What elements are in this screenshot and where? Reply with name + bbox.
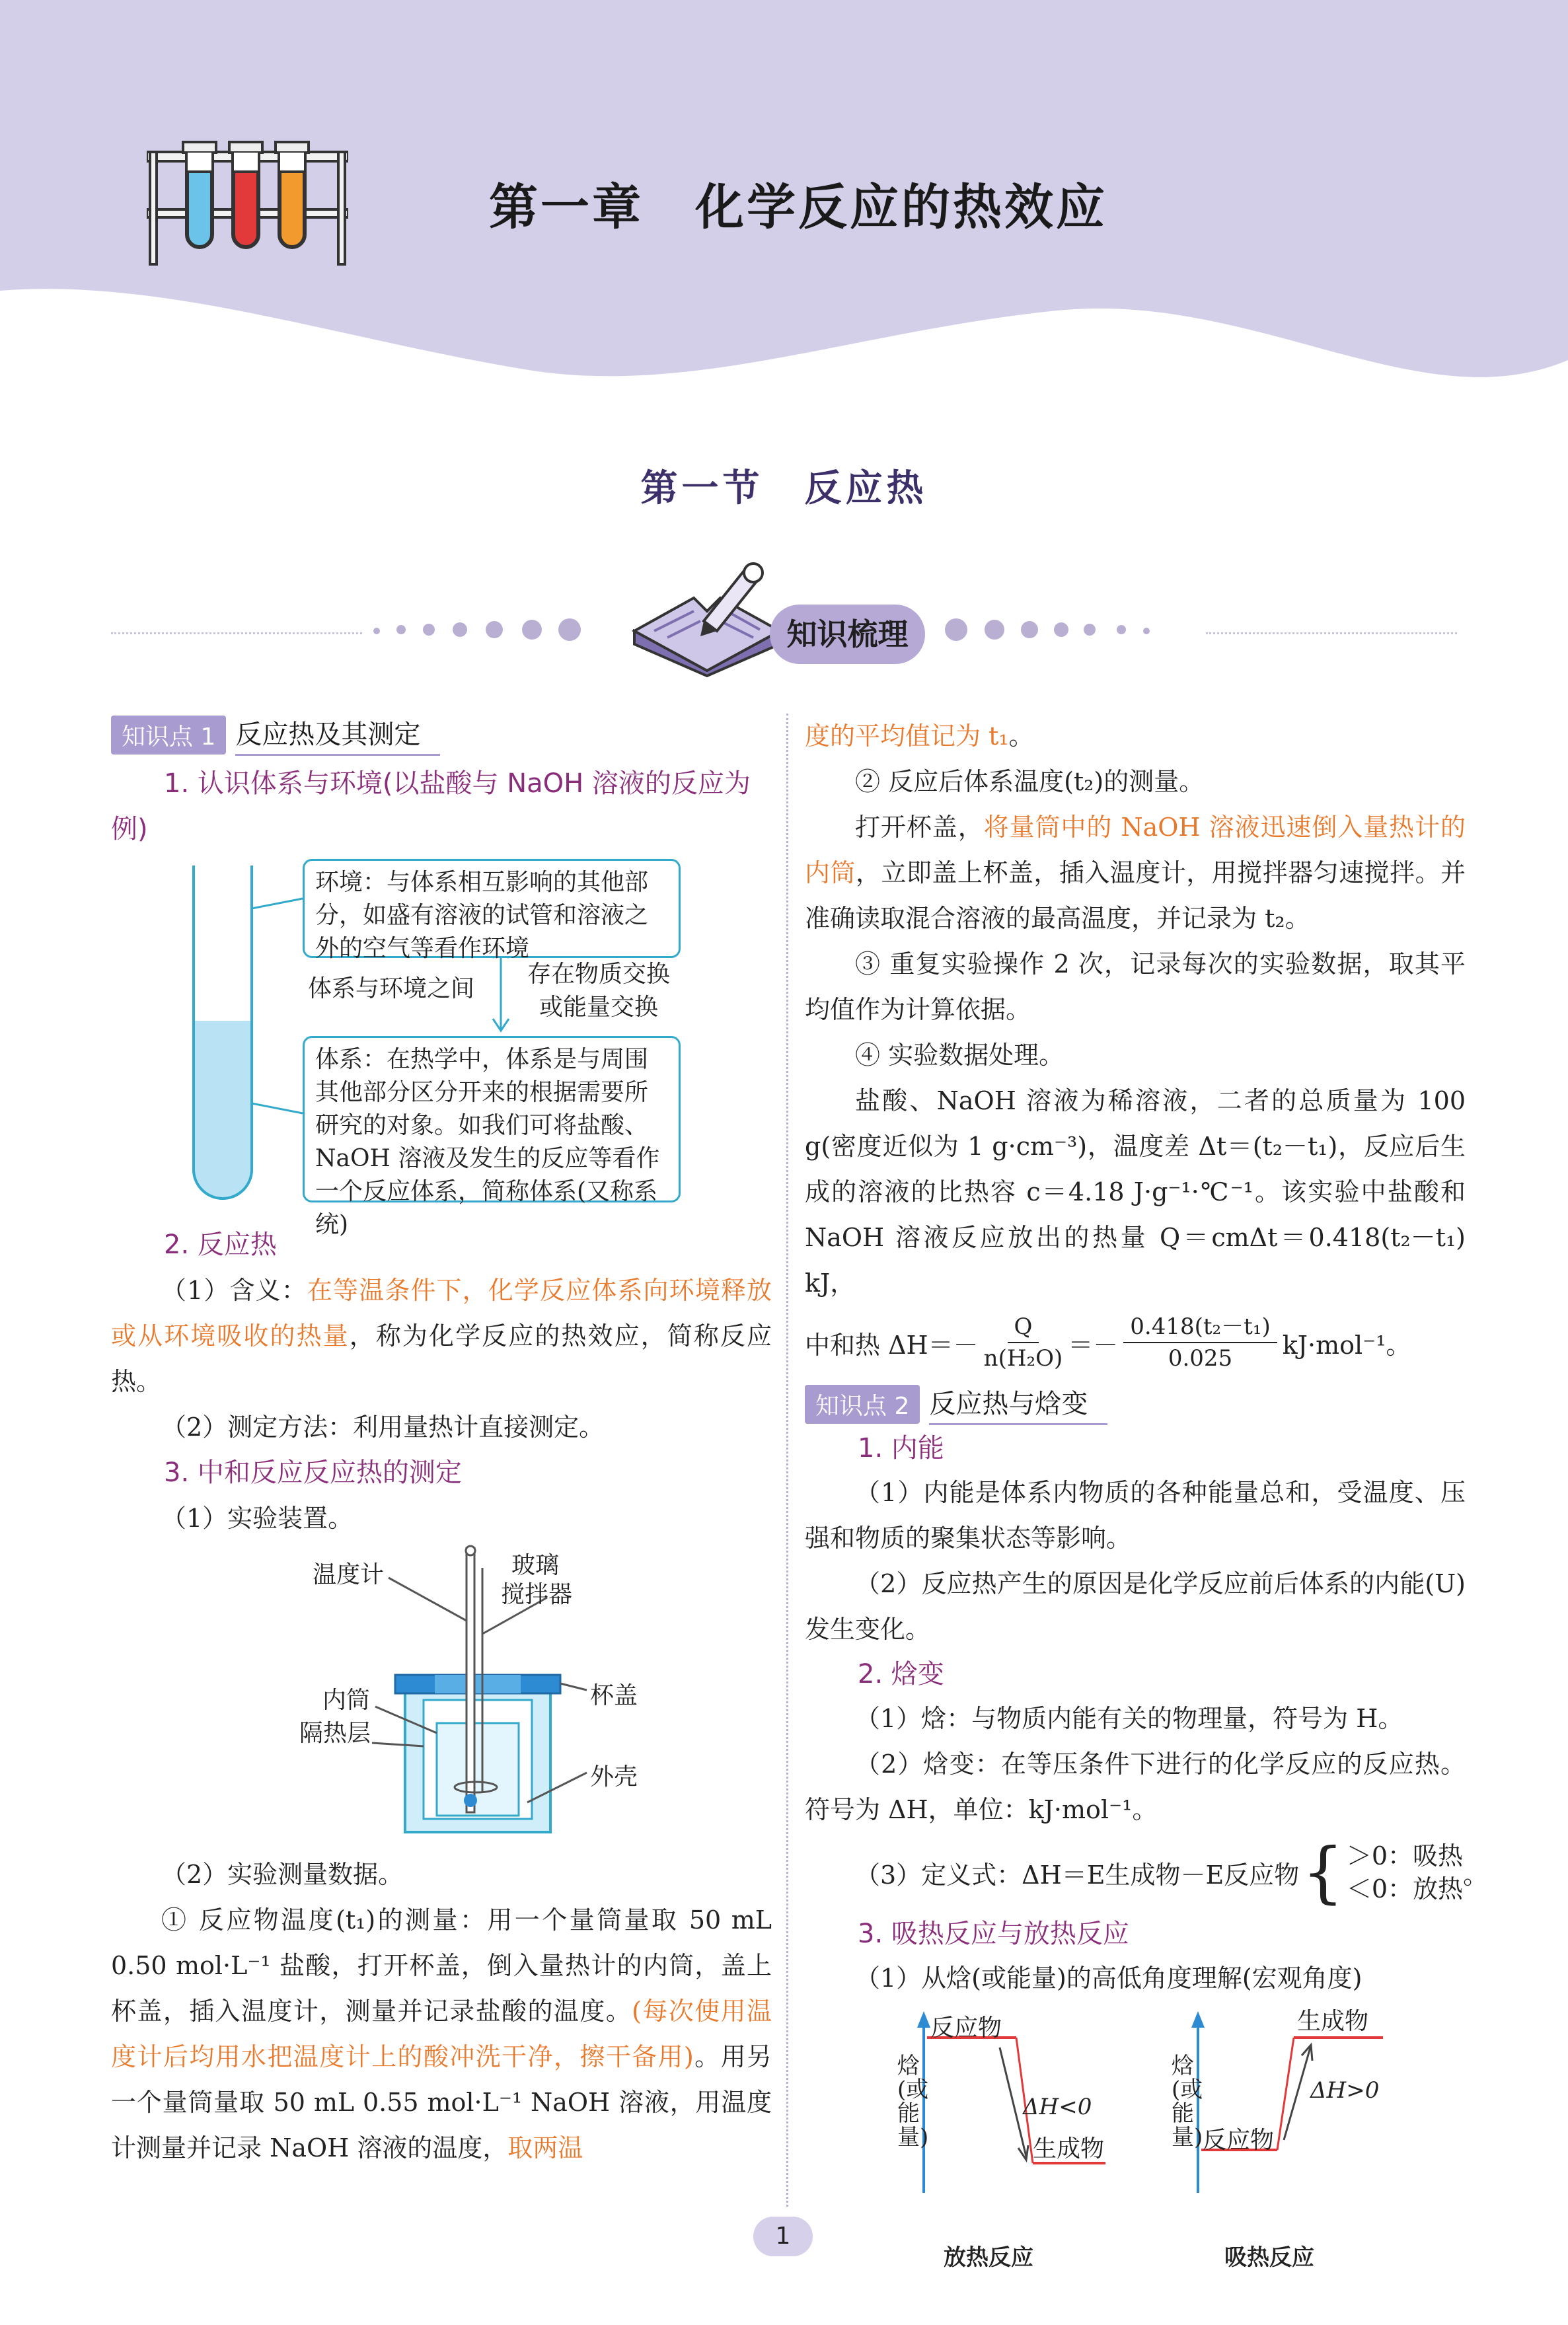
kp2-title: 反应热与焓变	[929, 1383, 1107, 1425]
label-lid: 杯盖	[590, 1682, 638, 1709]
fraction-2-denominator: 0.025	[1168, 1345, 1233, 1372]
banner-dot	[453, 622, 467, 637]
exo-caption: 放热反应	[944, 2244, 1033, 2271]
r2	[805, 805, 1466, 941]
left-column	[111, 714, 772, 2171]
kp1-title: 反应热及其测定	[235, 714, 440, 756]
r1: ② 反应后体系温度(t₂)的测量。	[855, 767, 1205, 796]
banner-dot	[522, 620, 542, 640]
banner-dot	[1143, 628, 1150, 634]
column-divider	[786, 714, 788, 2207]
fraction-1	[984, 1311, 1063, 1374]
kp2-q2: （2）反应热产生的原因是化学反应前后体系的内能(U)发生变化。	[805, 1569, 1466, 1644]
kp2-s3-title: 3. 吸热反应与放热反应	[858, 1919, 1129, 1949]
exo-delta-label: ΔH<0	[1023, 2094, 1092, 2120]
endo-product-label: 生成物	[1297, 2008, 1369, 2035]
environment-box: 环境：与体系相互影响的其他部分，如盛有溶液的试管和溶液之外的空气等看作环境	[303, 859, 681, 958]
label-shell: 外壳	[590, 1763, 638, 1790]
endo-caption: 吸热反应	[1224, 2244, 1314, 2271]
label-stirrer-line2: 搅拌器	[501, 1581, 573, 1608]
banner-dot	[1021, 621, 1038, 638]
label-insulation: 隔热层	[299, 1720, 371, 1747]
chapter-title: 第一章 化学反应的热效应	[489, 179, 1107, 236]
fraction-1-numerator: Q	[1008, 1311, 1039, 1343]
r2-highlight: 将量筒中的 NaOH 溶液迅速倒入量热计的内筒	[805, 813, 1466, 887]
endo-delta-label: ΔH>0	[1310, 2077, 1380, 2104]
condition-negative: ＜0：放热	[1346, 1874, 1464, 1903]
label-thermometer: 温度计	[313, 1561, 385, 1588]
r3: ③ 重复实验操作 2 次，记录每次的实验数据，取其平均值作为计算依据。	[805, 949, 1466, 1024]
kp2-s2-title: 2. 焓变	[858, 1659, 944, 1689]
banner-label: 知识梳理	[770, 605, 925, 664]
banner-dotted-line-right	[1206, 632, 1457, 634]
kp1-p5-a: ① 反应物温度(t₁)的测量：用一个量筒量取 50 mL 0.50 mol·L⁻¹ 盐酸，打开杯盖，倒入量热计的内筒，盖上杯盖，插入温度计，测量并记录盐酸的温度。	[111, 1905, 772, 2026]
exo-reactant-label: 反应物	[930, 2014, 1002, 2042]
formula-mid: ＝－	[1068, 1330, 1119, 1360]
section-title: 第一节 反应热	[640, 467, 928, 510]
banner-dot	[423, 624, 435, 636]
fraction-2-numerator: 0.418(t₂－t₁)	[1123, 1311, 1277, 1343]
page-number: 1	[753, 2217, 813, 2256]
enthalpy-definition	[805, 1833, 1489, 1912]
calorimeter-drawing	[111, 1541, 772, 1839]
kp2-q1: （1）内能是体系内物质的各种能量总和，受温度、压强和物质的聚集状态等影响。	[805, 1478, 1466, 1553]
condition-positive: ＞0：吸热	[1346, 1841, 1464, 1870]
brace-symbol: {	[1302, 1833, 1344, 1911]
kp1-p1	[111, 1268, 772, 1405]
r4: ④ 实验数据处理。	[855, 1041, 1064, 1070]
system-environment-diagram	[111, 852, 772, 1238]
r2-post: ，立即盖上杯盖，插入温度计，用搅拌器匀速搅拌。并准确读取混合溶液的最高温度，并记录为 t₂。	[805, 858, 1466, 933]
banner-dot	[396, 625, 406, 634]
kp1-p3: （1）实验装置。	[161, 1504, 354, 1533]
book-pen-icon	[628, 558, 786, 677]
banner-dot	[1117, 625, 1126, 634]
kp1-s1-title: 1. 认识体系与环境(以盐酸与 NaOH 溶液的反应为例)	[111, 768, 751, 844]
neutralization-heat-formula	[805, 1306, 1466, 1379]
fraction-1-denominator: n(H₂O)	[983, 1345, 1063, 1372]
between-label: 体系与环境之间	[308, 975, 475, 1002]
formula-pre: 中和热 ΔH＝－	[805, 1330, 979, 1360]
kp1-p5-highlight: (每次使用温度计后均用水把温度计上的酸冲洗干净，擦干备用)	[111, 1997, 772, 2071]
definition-conditions	[1347, 1839, 1463, 1905]
system-box: 体系：在热学中，体系是与周围其他部分区分开来的根据需要所研究的对象。如我们可将盐酸、NaOH 溶液及发生的反应等看作一个反应体系，简称体系(又称系统)	[303, 1036, 681, 1202]
kp2-s1-title: 1. 内能	[858, 1433, 944, 1463]
endo-axis-label: 焓(或能量)	[1172, 2053, 1203, 2151]
kp1-p5-b: 。用另一个量筒量取 50 mL 0.55 mol·L⁻¹ NaOH 溶液，用温度计测量并记录 NaOH 溶液的温度，	[111, 2042, 772, 2162]
right-column	[805, 714, 1489, 2285]
calorimeter-diagram	[111, 1541, 772, 1839]
banner-dot	[558, 618, 581, 641]
exo-axis-label: 焓(或能量)	[897, 2053, 929, 2151]
kp1-s3-title: 3. 中和反应反应热的测定	[164, 1458, 462, 1488]
kp2-q4: （2）焓变：在等压条件下进行的化学反应的反应热。符号为 ΔH，单位：kJ·mol⁻¹。	[805, 1750, 1466, 1824]
kp2-q6: （1）从焓(或能量)的高低角度理解(宏观角度)	[855, 1964, 1363, 1993]
kp1-heading	[111, 714, 772, 761]
kp1-p2: （2）测定方法：利用量热计直接测定。	[161, 1413, 605, 1442]
exo-product-label: 生成物	[1033, 2135, 1105, 2162]
endo-reactant-label: 反应物	[1203, 2127, 1275, 2154]
r2-pre: 打开杯盖，	[855, 813, 984, 842]
banner-dot	[373, 628, 380, 634]
kp2-q3: （1）焓：与物质内能有关的物理量，符号为 H。	[855, 1704, 1403, 1733]
r0	[805, 714, 1466, 759]
kp1-s2-title: 2. 反应热	[164, 1230, 277, 1260]
banner-dot	[1084, 624, 1096, 636]
r5: 盐酸、NaOH 溶液为稀溶液，二者的总质量为 100 g(密度近似为 1 g·cm⁻³)，温度差 Δt＝(t₂－t₁)，反应后生成的溶液的比热容 c＝4.18 J·g⁻¹·℃⁻¹。该实验中盐酸和 NaOH 溶液反应放出的热量 Q＝cmΔt＝0.418(t₂－t₁) kJ，	[805, 1086, 1466, 1298]
energy-diagrams	[805, 2001, 1466, 2285]
definition-pre: （3）定义式：ΔH＝E生成物－E反应物	[855, 1860, 1300, 1890]
fraction-2	[1123, 1311, 1277, 1374]
kp2-tag: 知识点 2	[805, 1385, 920, 1424]
kp1-p5	[111, 1898, 772, 2171]
exchange-label: 存在物质交换或能量交换	[527, 961, 670, 1021]
kp1-tag: 知识点 1	[111, 716, 226, 755]
kp1-p5-highlight2: 取两温	[507, 2133, 583, 2162]
kp1-p1-highlight: 在等温条件下，化学反应体系向环境释放或从环境吸收的热量	[111, 1276, 772, 1350]
kp1-p1-post: ，称为化学反应的热效应，简称反应热。	[111, 1321, 772, 1396]
kp2-heading	[805, 1383, 1466, 1426]
formula-post: kJ·mol⁻¹。	[1282, 1330, 1411, 1360]
banner-dot	[486, 621, 503, 638]
banner-dot	[985, 620, 1004, 640]
label-stirrer-line1: 玻璃	[511, 1552, 560, 1579]
test-tube-rack-icon	[147, 135, 348, 268]
kp1-p4: （2）实验测量数据。	[161, 1860, 404, 1889]
banner-dot	[1054, 622, 1068, 637]
label-inner-cylinder: 内筒	[322, 1687, 371, 1714]
definition-end: 。	[1463, 1860, 1489, 1890]
r0-post: 。	[1008, 721, 1034, 751]
r0-highlight: 度的平均值记为 t₁	[805, 721, 1009, 751]
kp1-p1-pre: （1）含义：	[161, 1276, 307, 1305]
banner-dot	[945, 618, 967, 641]
banner-dotted-line-left	[111, 632, 362, 634]
